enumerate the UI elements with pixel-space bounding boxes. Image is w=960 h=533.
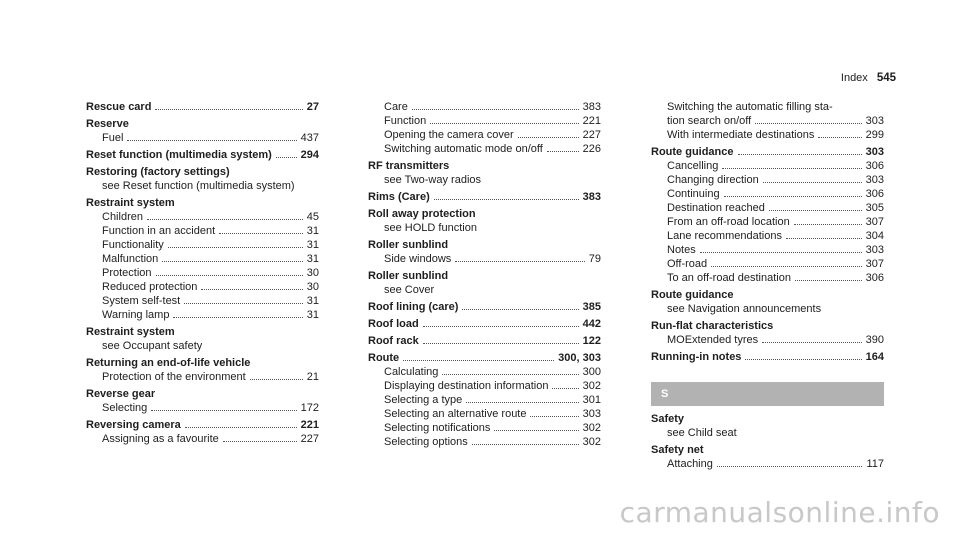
- entry-label: Route: [368, 352, 400, 364]
- entry-label: Cancelling: [667, 160, 719, 172]
- index-subentry: [368, 100, 601, 114]
- dot-leader: [412, 100, 579, 110]
- entry-label: Switching automatic mode on/off: [384, 143, 543, 155]
- entry-label: Safety net: [651, 444, 704, 456]
- dot-leader: [818, 128, 861, 138]
- page-reference: 164: [865, 351, 884, 363]
- index-subentry: [86, 224, 319, 238]
- entry-label: Roller sunblind: [368, 270, 449, 282]
- dot-leader: [794, 215, 862, 225]
- dot-leader: [250, 370, 303, 380]
- index-subentry: [368, 407, 601, 421]
- entry-label: Roller sunblind: [368, 239, 449, 251]
- page-reference: 221: [300, 419, 319, 431]
- index-subentry: [86, 432, 319, 446]
- dot-leader: [724, 187, 862, 197]
- dot-leader: [127, 131, 296, 141]
- page-reference: 300: [582, 366, 601, 378]
- dot-leader: [223, 432, 297, 442]
- dot-leader: [430, 114, 578, 124]
- index-entry: [651, 145, 884, 159]
- index-subentry: [651, 271, 884, 285]
- index-subentry: [86, 280, 319, 294]
- page-reference: 303: [865, 174, 884, 186]
- entry-label: see Two-way radios: [384, 174, 482, 186]
- index-subentry: [86, 179, 319, 193]
- entry-label: Selecting notifications: [384, 422, 491, 434]
- dot-leader: [147, 210, 303, 220]
- watermark: carmanualsonline.info: [619, 496, 940, 529]
- dot-leader: [738, 145, 862, 155]
- page-reference: 437: [300, 132, 319, 144]
- index-subentry: [86, 401, 319, 415]
- entry-label: Attaching: [667, 458, 713, 470]
- entry-label: see Cover: [384, 284, 435, 296]
- entry-label: Running-in notes: [651, 351, 742, 363]
- page-reference: 302: [582, 422, 601, 434]
- page-reference: 306: [865, 160, 884, 172]
- page-reference: 172: [300, 402, 319, 414]
- page-reference: 227: [300, 433, 319, 445]
- index-subentry: [651, 302, 884, 316]
- entry-label: Malfunction: [102, 253, 159, 265]
- entry-label: Route guidance: [651, 289, 734, 301]
- index-entry: [368, 334, 601, 348]
- index-entry: [368, 351, 601, 365]
- index-entry: [86, 117, 319, 131]
- index-entry: [651, 288, 884, 302]
- entry-label: Switching the automatic filling sta-: [667, 101, 833, 113]
- entry-label: Function: [384, 115, 427, 127]
- index-subentry: [86, 339, 319, 353]
- dot-leader: [434, 190, 579, 200]
- index-subentry: [651, 215, 884, 229]
- page-reference: 300, 303: [558, 352, 601, 364]
- dot-leader: [423, 317, 579, 327]
- dot-leader: [769, 201, 862, 211]
- entry-label: Notes: [667, 244, 696, 256]
- index-subentry: [86, 131, 319, 145]
- page-reference: 303: [865, 115, 884, 127]
- index-subentry: [86, 370, 319, 384]
- index-subentry: [86, 238, 319, 252]
- index-subentry: [651, 257, 884, 271]
- index-subentry: [368, 142, 601, 156]
- index-entry: [368, 238, 601, 252]
- index-column-2: [368, 100, 601, 449]
- page-number: 545: [876, 72, 896, 84]
- index-subentry: [651, 159, 884, 173]
- entry-label: Selecting an alternative route: [384, 408, 527, 420]
- page-reference: 301: [582, 394, 601, 406]
- entry-label: Roof load: [368, 318, 419, 330]
- entry-label: MOExtended tyres: [667, 334, 759, 346]
- page-reference: 307: [865, 216, 884, 228]
- dot-leader: [795, 271, 862, 281]
- index-subentry: [368, 435, 601, 449]
- page-reference: 27: [306, 101, 319, 113]
- dot-leader: [455, 252, 584, 262]
- page-reference: 122: [582, 335, 601, 347]
- page-reference: 383: [582, 101, 601, 113]
- page-reference: 79: [588, 253, 601, 265]
- index-subentry: [651, 426, 884, 440]
- entry-label: Care: [384, 101, 408, 113]
- dot-leader: [700, 243, 862, 253]
- index-subentry: [368, 379, 601, 393]
- entry-label: Selecting options: [384, 436, 468, 448]
- index-subentry: [651, 114, 884, 128]
- entry-label: Returning an end-of-life vehicle: [86, 357, 251, 369]
- entry-label: Reserve: [86, 118, 129, 130]
- index-entry: [86, 100, 319, 114]
- page-reference: 31: [306, 253, 319, 265]
- page-reference: 31: [306, 225, 319, 237]
- entry-label: RF transmitters: [368, 160, 450, 172]
- index-subentry: [368, 128, 601, 142]
- dot-leader: [755, 114, 861, 124]
- page-reference: 294: [300, 149, 319, 161]
- dot-leader: [466, 393, 578, 403]
- index-entry: [651, 412, 884, 426]
- entry-label: From an off-road location: [667, 216, 790, 228]
- entry-label: Calculating: [384, 366, 439, 378]
- index-subentry: [368, 221, 601, 235]
- dot-leader: [722, 159, 861, 169]
- entry-label: Protection: [102, 267, 152, 279]
- page-reference: 390: [865, 334, 884, 346]
- dot-leader: [155, 100, 302, 110]
- page-reference: 303: [582, 408, 601, 420]
- page-reference: 30: [306, 281, 319, 293]
- dot-leader: [173, 308, 302, 318]
- page-reference: 21: [306, 371, 319, 383]
- page-reference: 305: [865, 202, 884, 214]
- entry-label: Protection of the environment: [102, 371, 246, 383]
- index-entry: [651, 350, 884, 364]
- dot-leader: [552, 379, 578, 389]
- section-letter-header: S: [651, 382, 884, 406]
- page-reference: 227: [582, 129, 601, 141]
- page-reference: 31: [306, 309, 319, 321]
- index-subentry: [651, 457, 884, 471]
- entry-label: Roof rack: [368, 335, 419, 347]
- dot-leader: [763, 173, 862, 183]
- index-subentry: [651, 229, 884, 243]
- dot-leader: [462, 300, 578, 310]
- entry-label: Roof lining (care): [368, 301, 459, 313]
- entry-label: Route guidance: [651, 146, 734, 158]
- page-reference: 221: [582, 115, 601, 127]
- entry-label: Continuing: [667, 188, 720, 200]
- index-subentry: [651, 243, 884, 257]
- dot-leader: [423, 334, 579, 344]
- page-reference: 385: [582, 301, 601, 313]
- index-entry: [651, 443, 884, 457]
- index-column-1: [86, 100, 319, 446]
- dot-leader: [403, 351, 554, 361]
- page-reference: 31: [306, 295, 319, 307]
- index-subentry: [86, 294, 319, 308]
- entry-label: Displaying destination information: [384, 380, 549, 392]
- entry-label: Lane recommendations: [667, 230, 782, 242]
- page-reference: 307: [865, 258, 884, 270]
- entry-label: see Occupant safety: [102, 340, 203, 352]
- dot-leader: [219, 224, 303, 234]
- entry-label: Function in an accident: [102, 225, 216, 237]
- dot-leader: [185, 418, 297, 428]
- index-column-3: [651, 100, 884, 471]
- page-header: [841, 72, 896, 84]
- entry-label: Run-flat characteristics: [651, 320, 774, 332]
- page-reference: 302: [582, 436, 601, 448]
- entry-label: Roll away protection: [368, 208, 476, 220]
- index-entry: [86, 387, 319, 401]
- entry-label: see Navigation announcements: [667, 303, 822, 315]
- page-reference: 30: [306, 267, 319, 279]
- entry-label: Safety: [651, 413, 685, 425]
- entry-label: Reverse gear: [86, 388, 156, 400]
- index-subentry: [86, 210, 319, 224]
- dot-leader: [494, 421, 578, 431]
- entry-label: Off-road: [667, 258, 708, 270]
- entry-label: Fuel: [102, 132, 124, 144]
- index-subentry: [368, 393, 601, 407]
- entry-label: see Reset function (multimedia system): [102, 180, 295, 192]
- entry-label: With intermediate destinations: [667, 129, 815, 141]
- page-reference: 303: [865, 244, 884, 256]
- entry-label: Rims (Care): [368, 191, 430, 203]
- index-entry: [86, 418, 319, 432]
- page-reference: 304: [865, 230, 884, 242]
- entry-label: Side windows: [384, 253, 452, 265]
- header-title: Index: [840, 72, 868, 84]
- page-reference: 45: [306, 211, 319, 223]
- entry-label: Rescue card: [86, 101, 152, 113]
- index-subentry: [651, 187, 884, 201]
- index-subentry: [651, 128, 884, 142]
- entry-label: see Child seat: [667, 427, 737, 439]
- dot-leader: [472, 435, 579, 445]
- page-reference: 306: [865, 272, 884, 284]
- dot-leader: [184, 294, 303, 304]
- dot-leader: [530, 407, 578, 417]
- index-subentry: [86, 308, 319, 322]
- dot-leader: [442, 365, 578, 375]
- dot-leader: [547, 142, 579, 152]
- index-subentry: [368, 173, 601, 187]
- entry-label: Changing direction: [667, 174, 759, 186]
- dot-leader: [168, 238, 303, 248]
- dot-leader: [201, 280, 302, 290]
- index-entry: [368, 300, 601, 314]
- index-entry: [368, 159, 601, 173]
- index-entry: [86, 356, 319, 370]
- index-entry: [368, 207, 601, 221]
- dot-leader: [711, 257, 861, 267]
- entry-label: Destination reached: [667, 202, 765, 214]
- dot-leader: [276, 148, 297, 158]
- dot-leader: [151, 401, 296, 411]
- index-subentry: [651, 201, 884, 215]
- entry-label: Functionality: [102, 239, 164, 251]
- entry-label: Reset function (multimedia system): [86, 149, 272, 161]
- page-reference: 31: [306, 239, 319, 251]
- index-entry: [86, 165, 319, 179]
- dot-leader: [745, 350, 861, 360]
- page-reference: 117: [866, 458, 884, 470]
- page-reference: 302: [582, 380, 601, 392]
- entry-label: Selecting a type: [384, 394, 463, 406]
- entry-label: Restraint system: [86, 326, 175, 338]
- entry-label: To an off-road destination: [667, 272, 791, 284]
- index-subentry: [86, 266, 319, 280]
- page-reference: 383: [582, 191, 601, 203]
- dot-leader: [717, 457, 863, 467]
- index-entry: [368, 317, 601, 331]
- index-subentry: [651, 173, 884, 187]
- index-entry: [86, 325, 319, 339]
- index-entry: [86, 148, 319, 162]
- dot-leader: [786, 229, 862, 239]
- index-subentry: [368, 283, 601, 297]
- entry-label: Reversing camera: [86, 419, 181, 431]
- dot-leader: [162, 252, 302, 262]
- index-entry: [86, 196, 319, 210]
- entry-label: Restoring (factory settings): [86, 166, 230, 178]
- dot-leader: [156, 266, 303, 276]
- entry-label: Selecting: [102, 402, 148, 414]
- index-subentry: [651, 333, 884, 347]
- index-entry: [368, 190, 601, 204]
- page-reference: 442: [582, 318, 601, 330]
- entry-label: Warning lamp: [102, 309, 170, 321]
- index-subentry: [368, 365, 601, 379]
- entry-label: Reduced protection: [102, 281, 198, 293]
- index-subentry: [368, 421, 601, 435]
- page-reference: 299: [865, 129, 884, 141]
- index-subentry: [86, 252, 319, 266]
- index-entry: [368, 269, 601, 283]
- entry-label: see HOLD function: [384, 222, 477, 234]
- page-reference: 303: [865, 146, 884, 158]
- page-reference: 226: [582, 143, 601, 155]
- index-subentry: [368, 252, 601, 266]
- entry-label: Assigning as a favourite: [102, 433, 219, 445]
- entry-label: Children: [102, 211, 143, 223]
- dot-leader: [518, 128, 579, 138]
- entry-label: System self-test: [102, 295, 181, 307]
- index-subentry: [368, 114, 601, 128]
- entry-label: tion search on/off: [667, 115, 752, 127]
- index-subentry: [651, 100, 884, 114]
- page-reference: 306: [865, 188, 884, 200]
- index-entry: [651, 319, 884, 333]
- entry-label: Restraint system: [86, 197, 175, 209]
- dot-leader: [762, 333, 862, 343]
- entry-label: Opening the camera cover: [384, 129, 514, 141]
